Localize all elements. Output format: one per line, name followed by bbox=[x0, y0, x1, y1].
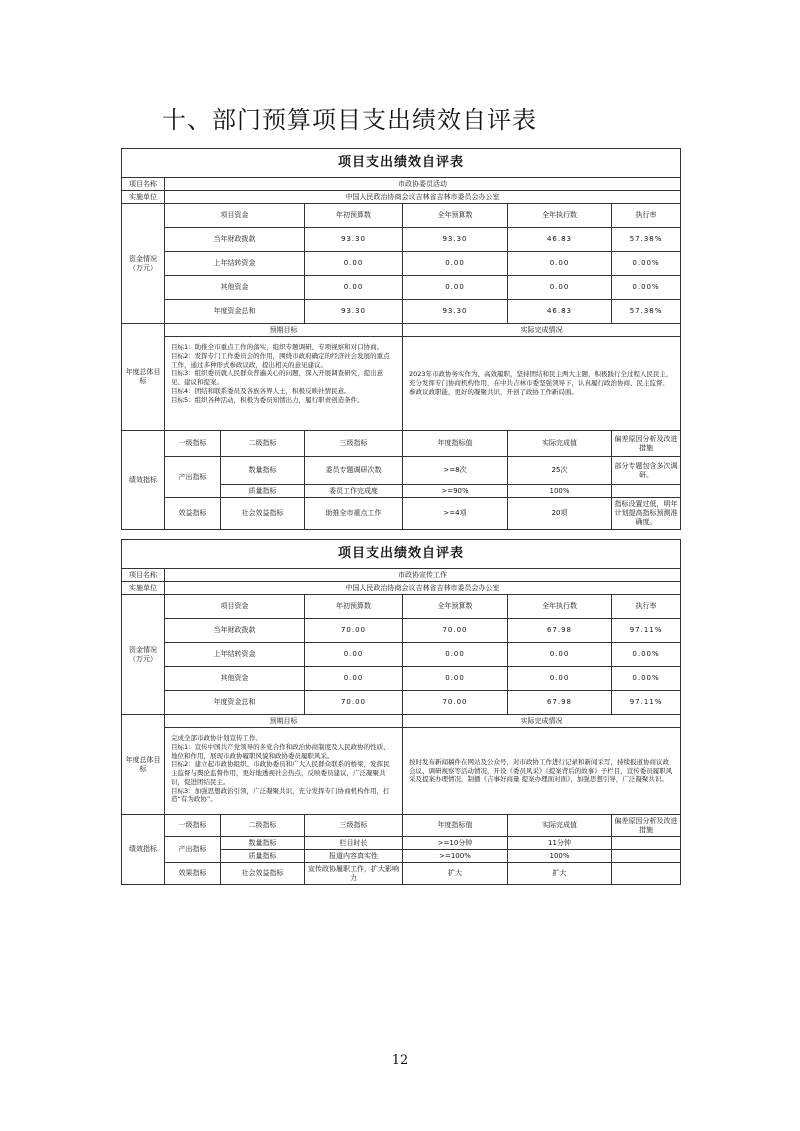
benefit-label: 效益指标 bbox=[165, 498, 221, 530]
indicator-target: 扩大 bbox=[403, 863, 508, 885]
indicator-name: 委员专题调研次数 bbox=[305, 457, 403, 485]
indicator-target: >=100% bbox=[403, 850, 508, 863]
perf-header-cell: 一级指标 bbox=[165, 431, 221, 457]
perf-header-cell: 三级指标 bbox=[305, 815, 403, 837]
funds-header-cell: 执行率 bbox=[612, 595, 681, 619]
expected-goals bbox=[165, 337, 403, 431]
funds-cell: 0.00% bbox=[612, 252, 681, 276]
perf-header-cell: 年度指标值 bbox=[403, 431, 508, 457]
expected-label: 预期目标 bbox=[165, 715, 403, 728]
unit-label: 实施单位 bbox=[122, 582, 165, 595]
expected-label: 预期目标 bbox=[165, 324, 403, 337]
funds-cell: 0.00 bbox=[508, 252, 612, 276]
funds-header-cell: 年初预算数 bbox=[305, 595, 403, 619]
funds-cell: 0.00 bbox=[508, 276, 612, 300]
goal-line: 目标3：加强思想政治引领，广泛凝聚共识，充分发挥专门协商机构作用，打造“有为政协”。 bbox=[171, 786, 390, 804]
goal-label: 年度总体目标 bbox=[122, 715, 165, 815]
evaluation-table-1 bbox=[121, 148, 680, 530]
page-heading: 十、部门预算项目支出绩效自评表 bbox=[162, 106, 537, 134]
funds-header-cell: 全年执行数 bbox=[508, 595, 612, 619]
funds-cell: 57.38% bbox=[612, 228, 681, 252]
indicator-name: 栏目时长 bbox=[305, 837, 403, 850]
actual-text: 按时发布新闻稿件在网站及公众号，对市政协工作进行记录和新闻采写，持续报道协商议政会议、调研视察等活动情况，开设《委员风采》《提案背后的故事》子栏目，宣传委员履职风采及提案办理情况，制播《吉事好商量 提案办理面对面》，加强思想引导，广泛凝聚共识。 bbox=[403, 728, 681, 815]
indicator-actual: 100% bbox=[508, 850, 612, 863]
indicator-actual: 11分钟 bbox=[508, 837, 612, 850]
funds-row-label: 当年财政拨款 bbox=[165, 619, 305, 643]
project-name: 市政协委员活动 bbox=[165, 178, 681, 191]
indicator-actual: 25次 bbox=[508, 457, 612, 485]
funds-cell: 0.00 bbox=[403, 252, 508, 276]
funds-header-cell: 全年执行数 bbox=[508, 204, 612, 228]
indicator-name: 助推全市重点工作 bbox=[305, 498, 403, 530]
project-name: 市政协宣传工作 bbox=[165, 569, 681, 582]
funds-cell: 67.98 bbox=[508, 691, 612, 715]
perf-header-cell: 三级指标 bbox=[305, 431, 403, 457]
page-number: 12 bbox=[391, 1053, 409, 1068]
indicator-note bbox=[612, 837, 681, 850]
table-title: 项目支出绩效自评表 bbox=[122, 149, 681, 178]
perf-header-cell: 实际完成值 bbox=[508, 815, 612, 837]
funds-header-cell: 执行率 bbox=[612, 204, 681, 228]
funds-cell: 70.00 bbox=[403, 619, 508, 643]
funds-row-label: 其他资金 bbox=[165, 667, 305, 691]
evaluation-table-2 bbox=[121, 539, 680, 885]
actual-label: 实际完成情况 bbox=[403, 715, 681, 728]
funds-cell: 0.00 bbox=[305, 667, 403, 691]
unit-label: 实施单位 bbox=[122, 191, 165, 204]
output-label: 产出指标 bbox=[165, 837, 221, 863]
perf-header-cell: 二级指标 bbox=[221, 431, 305, 457]
funds-row-label: 年度资金总和 bbox=[165, 691, 305, 715]
funds-cell: 0.00% bbox=[612, 643, 681, 667]
perf-header-cell: 二级指标 bbox=[221, 815, 305, 837]
perf-header-cell: 年度指标值 bbox=[403, 815, 508, 837]
funds-cell: 0.00 bbox=[508, 643, 612, 667]
funds-row-label: 年度资金总和 bbox=[165, 300, 305, 324]
funds-cell: 57.38% bbox=[612, 300, 681, 324]
funds-cell: 46.83 bbox=[508, 300, 612, 324]
funds-cell: 70.00 bbox=[305, 691, 403, 715]
funds-row-label: 当年财政拨款 bbox=[165, 228, 305, 252]
goal-line: 目标5：组织各种活动，积极为委员知情出力，履行职责创造条件。 bbox=[171, 395, 364, 404]
goal-line: 目标1：助推全市重点工作的落实，组织专题调研、专项视察和对口协商。 bbox=[171, 343, 384, 351]
funds-cell: 0.00 bbox=[403, 643, 508, 667]
funds-header-cell: 项目资金 bbox=[165, 204, 305, 228]
indicator-target: >=8次 bbox=[403, 457, 508, 485]
funds-cell: 93.30 bbox=[403, 228, 508, 252]
quality-label: 质量指标 bbox=[221, 850, 305, 863]
perf-header-cell: 偏差原因分析及改进措施 bbox=[612, 815, 681, 837]
actual-text: 2023年市政协务实作为、高效履职，坚持团结和民主两大主题，积极践行全过程人民民主，充分发挥专门协商机构作用，在中共吉林市委坚强领导下，认真履行政治协商、民主监督、参政议政职能，更好的凝聚共识，开创了政协工作新局面。 bbox=[403, 337, 681, 431]
funds-cell: 70.00 bbox=[403, 691, 508, 715]
goal-line: 目标2：发挥专门工作委员会的作用，围绕市政府确定的经济社会发展的重点工作，通过多种形式参政议政，提出相关的意见建议。 bbox=[171, 351, 390, 369]
indicator-name: 宣传政协履职工作，扩大影响力 bbox=[305, 863, 403, 885]
evaluation-table bbox=[121, 148, 681, 530]
project-label: 项目名称 bbox=[122, 569, 165, 582]
funds-header-cell: 全年预算数 bbox=[403, 595, 508, 619]
funds-cell: 93.30 bbox=[403, 300, 508, 324]
social-label: 社会效益指标 bbox=[221, 498, 305, 530]
perf-label: 绩效指标 bbox=[122, 815, 165, 885]
project-label: 项目名称 bbox=[122, 178, 165, 191]
indicator-note bbox=[612, 863, 681, 885]
funds-header-cell: 年初预算数 bbox=[305, 204, 403, 228]
funds-cell: 93.30 bbox=[305, 300, 403, 324]
goal-line: 目标2：建立起市政协组织、市政协委员和广大人民群众联系的桥梁，发挥民主监督与舆论监督作用，更好地透视社会热点，反映委员建议，广泛凝聚共识，促进团结民主。 bbox=[171, 760, 390, 786]
quantity-label: 数量指标 bbox=[221, 457, 305, 485]
funds-cell: 0.00 bbox=[403, 667, 508, 691]
perf-label: 绩效指标 bbox=[122, 431, 165, 530]
funds-cell: 67.98 bbox=[508, 619, 612, 643]
social-label: 社会效益指标 bbox=[221, 863, 305, 885]
evaluation-table bbox=[121, 539, 681, 885]
funds-row-label: 上年结转资金 bbox=[165, 643, 305, 667]
funds-cell: 0.00% bbox=[612, 276, 681, 300]
indicator-target: >=4项 bbox=[403, 498, 508, 530]
goal-line: 目标1：宣传中国共产党领导的多党合作和政治协商制度及人民政协的性质、地位和作用，展现市政协履职风貌和政协委员履职风采。 bbox=[171, 742, 390, 760]
indicator-actual: 扩大 bbox=[508, 863, 612, 885]
indicator-name: 报道内容真实性 bbox=[305, 850, 403, 863]
indicator-target: >=90% bbox=[403, 485, 508, 498]
funds-cell: 0.00 bbox=[403, 276, 508, 300]
funds-cell: 0.00 bbox=[508, 667, 612, 691]
funds-cell: 0.00 bbox=[305, 643, 403, 667]
indicator-target: >=10分钟 bbox=[403, 837, 508, 850]
indicator-note: 指标设置过低，明年计划提高指标预测准确度。 bbox=[612, 498, 681, 530]
quantity-label: 数量指标 bbox=[221, 837, 305, 850]
actual-label: 实际完成情况 bbox=[403, 324, 681, 337]
perf-header-cell: 实际完成值 bbox=[508, 431, 612, 457]
benefit-label: 效果指标 bbox=[165, 863, 221, 885]
indicator-note: 部分专题包含多次调研。 bbox=[612, 457, 681, 485]
perf-header-cell: 偏差原因分析及改进措施 bbox=[612, 431, 681, 457]
goal-line: 目标3：组织委员就人民群众普遍关心的问题，深入开展调查研究，提出意见、建议和提案。 bbox=[171, 369, 384, 387]
funds-cell: 0.00 bbox=[305, 252, 403, 276]
funds-cell: 46.83 bbox=[508, 228, 612, 252]
funds-header-cell: 全年预算数 bbox=[403, 204, 508, 228]
goal-line: 完成全部市政协计划宣传工作。 bbox=[171, 734, 262, 742]
goal-label: 年度总体目标 bbox=[122, 324, 165, 431]
indicator-note bbox=[612, 485, 681, 498]
output-label: 产出指标 bbox=[165, 457, 221, 498]
funds-cell: 0.00% bbox=[612, 667, 681, 691]
indicator-note bbox=[612, 850, 681, 863]
unit-name: 中国人民政治协商会议吉林省吉林市委员会办公室 bbox=[165, 191, 681, 204]
funds-cell: 0.00 bbox=[305, 276, 403, 300]
funds-cell: 97.11% bbox=[612, 619, 681, 643]
funds-header-cell: 项目资金 bbox=[165, 595, 305, 619]
funds-label: 资金情况（万元） bbox=[122, 204, 165, 324]
funds-cell: 93.30 bbox=[305, 228, 403, 252]
expected-goals bbox=[165, 728, 403, 815]
indicator-actual: 20项 bbox=[508, 498, 612, 530]
funds-row-label: 上年结转资金 bbox=[165, 252, 305, 276]
funds-cell: 97.11% bbox=[612, 691, 681, 715]
indicator-name: 委员工作完成度 bbox=[305, 485, 403, 498]
funds-row-label: 其他资金 bbox=[165, 276, 305, 300]
table-title: 项目支出绩效自评表 bbox=[122, 540, 681, 569]
indicator-actual: 100% bbox=[508, 485, 612, 498]
perf-header-cell: 一级指标 bbox=[165, 815, 221, 837]
funds-cell: 70.00 bbox=[305, 619, 403, 643]
goal-line: 目标4：团结和联系委员及各族各界人士，积极反映社情民意。 bbox=[171, 386, 351, 395]
unit-name: 中国人民政治协商会议吉林省吉林市委员会办公室 bbox=[165, 582, 681, 595]
quality-label: 质量指标 bbox=[221, 485, 305, 498]
funds-label: 资金情况（万元） bbox=[122, 595, 165, 715]
